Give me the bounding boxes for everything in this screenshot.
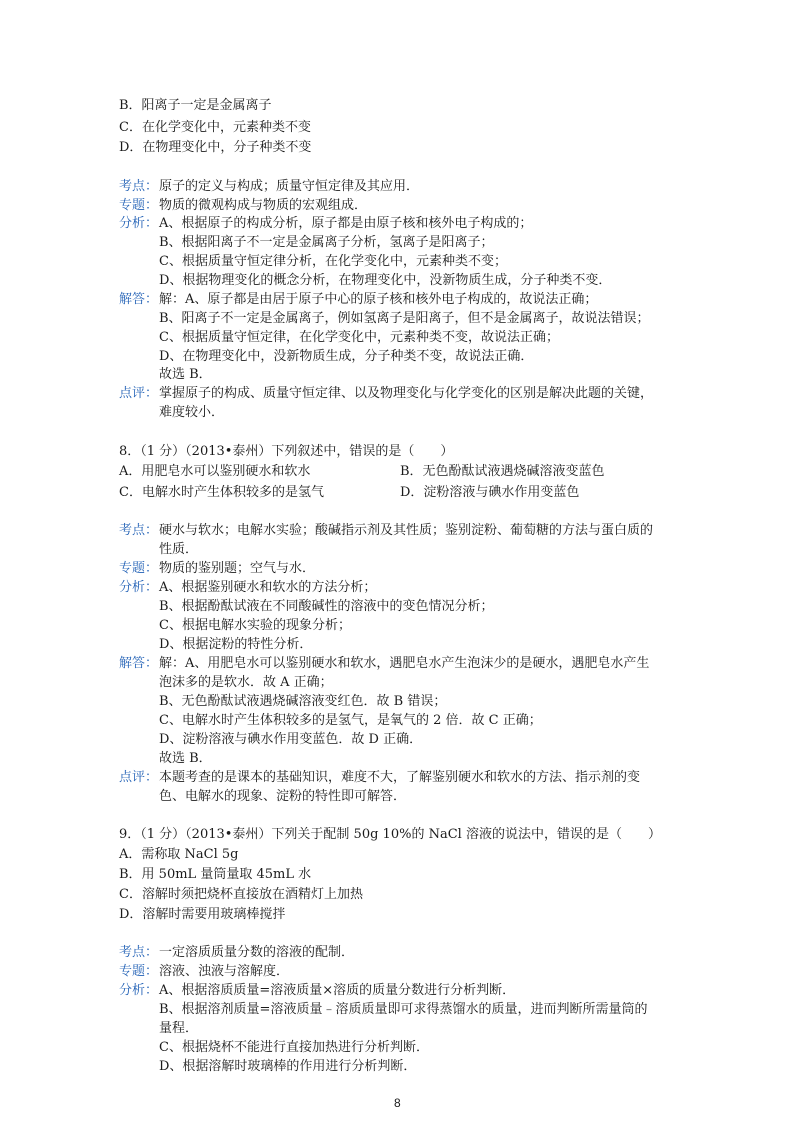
q8-dianping-2: 色、电解水的现象、淀粉的特性即可解答． bbox=[159, 789, 407, 804]
q9-option-c: C．溶解时须把烧杯直接放在酒精灯上加热 bbox=[119, 887, 363, 902]
q7-kaodian: 原子的定义与构成；质量守恒定律及其应用． bbox=[159, 179, 420, 194]
q8-jieda-d: D、淀粉溶液与碘水作用变蓝色．故 D 正确． bbox=[159, 732, 423, 747]
option-c: C．在化学变化中，元素种类不变 bbox=[119, 120, 311, 135]
q9-zhuanti: 溶液、浊液与溶解度． bbox=[159, 964, 290, 979]
label-fenxi: 分析： bbox=[119, 983, 159, 998]
q7-fenxi-c: C、根据质量守恒定律分析，在化学变化中，元素种类不变； bbox=[159, 254, 507, 269]
q8-fenxi-d: D、根据淀粉的特性分析． bbox=[159, 637, 313, 652]
q7-jieda-answer: 故选 B． bbox=[159, 367, 212, 382]
q7-zhuanti: 物质的微观构成与物质的宏观组成． bbox=[159, 198, 368, 213]
q9-fenxi-c: C、根据烧杯不能进行直接加热进行分析判断． bbox=[159, 1040, 429, 1055]
q8-jieda-a2: 泡沫多的是软水．故 A 正确； bbox=[159, 675, 333, 690]
option-d: D．在物理变化中，分子种类不变 bbox=[119, 140, 312, 155]
label-zhuanti: 专题： bbox=[119, 964, 159, 979]
label-fenxi: 分析： bbox=[119, 216, 159, 231]
label-dianping: 点评： bbox=[119, 386, 159, 401]
q8-stem: 8．（1 分）（2013•泰州）下列叙述中，错误的是（ ） bbox=[119, 444, 454, 459]
q7-fenxi-b: B、根据阳离子不一定是金属离子分析，氢离子是阳离子； bbox=[159, 235, 494, 250]
q7-dianping-2: 难度较小． bbox=[159, 405, 225, 420]
label-zhuanti: 专题： bbox=[119, 198, 159, 213]
label-kaodian: 考点： bbox=[119, 523, 159, 538]
q9-fenxi-a: A、根据溶质质量=溶液质量×溶质的质量分数进行分析判断． bbox=[159, 983, 516, 998]
q8-kaodian-2: 性质． bbox=[159, 542, 199, 557]
label-kaodian: 考点： bbox=[119, 179, 159, 194]
q8-dianping-1: 本题考查的是课本的基础知识，难度不大，了解鉴别硬水和软水的方法、指示剂的变 bbox=[159, 770, 641, 785]
q7-dianping-1: 掌握原子的构成、质量守恒定律、以及物理变化与化学变化的区别是解决此题的关键， bbox=[159, 386, 654, 401]
q8-option-c: C．电解水时产生体积较多的是氢气 bbox=[119, 485, 324, 500]
q9-fenxi-b2: 量程． bbox=[159, 1021, 199, 1036]
q8-fenxi-b: B、根据酚酞试液在不同酸碱性的溶液中的变色情况分析； bbox=[159, 599, 494, 614]
q9-fenxi-d: D、根据溶解时玻璃棒的作用进行分析判断． bbox=[159, 1059, 417, 1074]
q8-jieda-c: C、电解水时产生体积较多的是氢气，是氧气的 2 倍．故 C 正确； bbox=[159, 713, 542, 728]
q9-option-a: A．需称取 NaCl 5g bbox=[119, 847, 239, 862]
label-kaodian: 考点： bbox=[119, 945, 159, 960]
q8-kaodian-1: 硬水与软水；电解水实验；酸碱指示剂及其性质；鉴别淀粉、葡萄糖的方法与蛋白质的 bbox=[159, 523, 654, 538]
q7-jieda-d: D、在物理变化中，没新物质生成，分子种类不变，故说法正确． bbox=[159, 349, 534, 364]
q8-option-b: B．无色酚酞试液遇烧碱溶液变蓝色 bbox=[400, 464, 605, 479]
q9-kaodian: 一定溶质质量分数的溶液的配制． bbox=[159, 945, 355, 960]
q8-jieda-a1: 解：A、用肥皂水可以鉴别硬水和软水，遇肥皂水产生泡沫少的是硬水，遇肥皂水产生 bbox=[159, 656, 650, 671]
q9-stem: 9．（1 分）（2013•泰州）下列关于配制 50g 10%的 NaCl 溶液的说法中，错误的是（ ） bbox=[119, 827, 661, 842]
q8-jieda-answer: 故选 B． bbox=[159, 751, 212, 766]
q8-fenxi-a: A、根据鉴别硬水和软水的方法分析； bbox=[159, 580, 377, 595]
q7-jieda-a: 解：A、原子都是由居于原子中心的原子核和核外电子构成的，故说法正确； bbox=[159, 292, 598, 307]
q7-jieda-c: C、根据质量守恒定律，在化学变化中，元素种类不变，故说法正确； bbox=[159, 330, 559, 345]
q8-zhuanti: 物质的鉴别题；空气与水． bbox=[159, 561, 316, 576]
label-jieda: 解答： bbox=[119, 292, 159, 307]
label-zhuanti: 专题： bbox=[119, 561, 159, 576]
q8-jieda-b: B、无色酚酞试液遇烧碱溶液变红色．故 B 错误； bbox=[159, 694, 447, 709]
q7-jieda-b: B、阳离子不一定是金属离子，例如氢离子是阳离子，但不是金属离子，故说法错误； bbox=[159, 311, 650, 326]
q8-fenxi-c: C、根据电解水实验的现象分析； bbox=[159, 618, 351, 633]
page-number: 8 bbox=[394, 1096, 401, 1110]
q8-option-d: D．淀粉溶液与碘水作用变蓝色 bbox=[400, 485, 580, 500]
label-fenxi: 分析： bbox=[119, 580, 159, 595]
q8-option-a: A．用肥皂水可以鉴别硬水和软水 bbox=[119, 464, 311, 479]
q7-fenxi-a: A、根据原子的构成分析，原子都是由原子核和核外电子构成的； bbox=[159, 216, 533, 231]
label-jieda: 解答： bbox=[119, 656, 159, 671]
label-dianping: 点评： bbox=[119, 770, 159, 785]
q9-option-d: D．溶解时需要用玻璃棒搅拌 bbox=[119, 907, 286, 922]
q9-option-b: B．用 50mL 量筒量取 45mL 水 bbox=[119, 867, 312, 882]
q9-fenxi-b1: B、根据溶剂质量=溶液质量﹣溶质质量即可求得蒸馏水的质量，进而判断所需量筒的 bbox=[159, 1002, 648, 1017]
q7-fenxi-d: D、根据物理变化的概念分析，在物理变化中，没新物质生成，分子种类不变． bbox=[159, 273, 612, 288]
option-b: B．阳离子一定是金属离子 bbox=[119, 98, 272, 113]
